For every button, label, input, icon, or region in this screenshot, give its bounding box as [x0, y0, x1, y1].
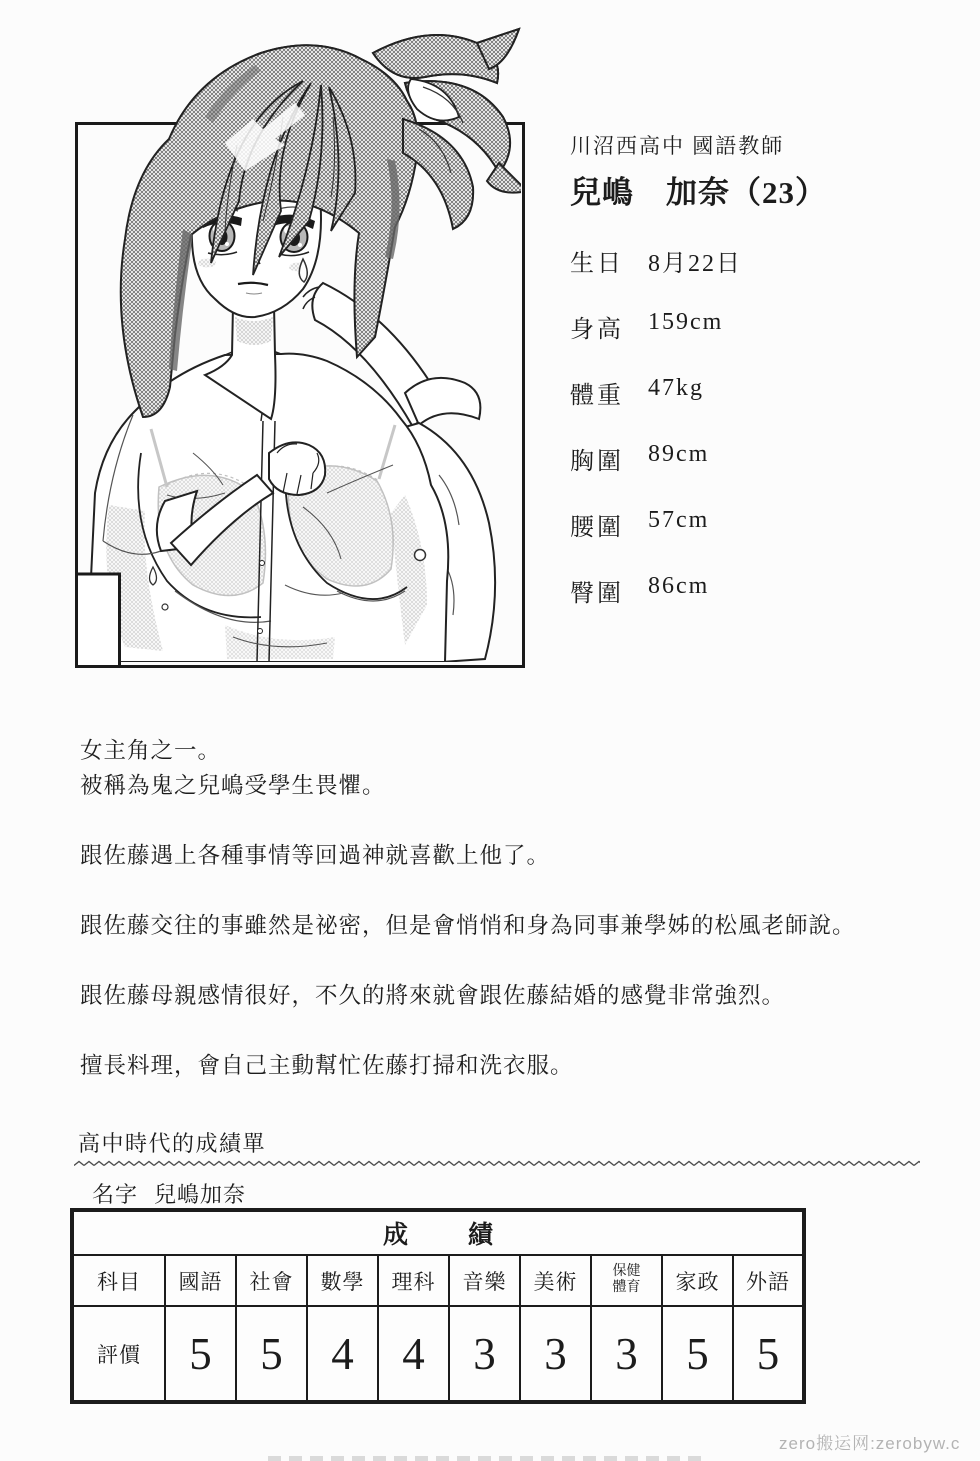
- stat-row-hip: [570, 573, 827, 639]
- watermark-text: zero搬运网:zerobyw.c: [779, 1434, 961, 1453]
- wavy-divider: [74, 1155, 920, 1173]
- subject-header: 家政: [662, 1255, 733, 1306]
- subject-header-health-pe: 保健體育: [612, 1264, 641, 1295]
- subject-header: 音樂: [449, 1255, 520, 1306]
- stat-label: 身高: [570, 317, 624, 343]
- stat-label: 生日: [570, 251, 624, 277]
- subject-header: 理科: [378, 1255, 449, 1306]
- grades-section-title: 高中時代的成績單: [78, 1131, 267, 1156]
- description-line: 跟佐藤遇上各種事情等回過神就喜歡上他了。: [80, 843, 551, 868]
- stat-list: [570, 243, 827, 639]
- score-cell: 5: [165, 1306, 236, 1402]
- name-label: 名字: [92, 1182, 139, 1207]
- score-cell: 5: [236, 1306, 307, 1402]
- character-name: 兒嶋 加奈（23）: [570, 175, 827, 210]
- subject-header: 社會: [236, 1255, 307, 1306]
- score-table-title-row: [72, 1210, 804, 1255]
- stat-row-waist: [570, 507, 827, 573]
- stat-value: 47kg: [648, 375, 704, 401]
- score-table-title: 成績: [72, 1210, 804, 1255]
- score-cell: 4: [307, 1306, 378, 1402]
- name-value: 兒嶋加奈: [154, 1182, 247, 1207]
- stat-value: 86cm: [648, 573, 710, 599]
- stat-row-bust: [570, 441, 827, 507]
- score-cell: 5: [733, 1306, 804, 1402]
- stat-value: 159cm: [648, 309, 724, 335]
- stat-label: 臀圍: [570, 581, 624, 607]
- frame-corner-notch: [77, 574, 120, 667]
- profile-info: [570, 130, 827, 639]
- score-cell: 5: [662, 1306, 733, 1402]
- stat-value: 57cm: [648, 507, 710, 533]
- subject-header: [591, 1255, 662, 1306]
- page-bottom-bleed: [268, 1456, 704, 1461]
- character-description: [80, 733, 950, 1083]
- stat-row-height: [570, 309, 827, 375]
- stat-label: 胸圍: [570, 449, 624, 475]
- description-line: 被稱為鬼之兒嶋受學生畏懼。: [80, 773, 386, 798]
- stat-value: 8月22日: [648, 251, 742, 277]
- description-line: 女主角之一。: [80, 738, 222, 763]
- subject-header: 外語: [733, 1255, 804, 1306]
- school-and-role-title: 川沼西高中 國語教師: [570, 134, 785, 158]
- score-cell: 3: [591, 1306, 662, 1402]
- score-cell: 3: [520, 1306, 591, 1402]
- score-table-value-row: [72, 1306, 804, 1402]
- stat-row-weight: [570, 375, 827, 441]
- subject-header: 美術: [520, 1255, 591, 1306]
- subject-header: 國語: [165, 1255, 236, 1306]
- subject-col-header: 科目: [72, 1255, 165, 1306]
- score-table-header-row: [72, 1255, 804, 1306]
- description-line: 擅長料理，會自己主動幫忙佐藤打掃和洗衣服。: [80, 1053, 574, 1078]
- stat-label: 腰圍: [570, 515, 624, 541]
- character-portrait-frame: [75, 25, 525, 670]
- grade-card-name-line: [92, 1178, 246, 1209]
- eval-row-header: 評價: [72, 1306, 165, 1402]
- score-cell: 3: [449, 1306, 520, 1402]
- subject-header: 數學: [307, 1255, 378, 1306]
- character-portrait-illustration: [75, 25, 525, 670]
- description-line: 跟佐藤母親感情很好，不久的將來就會跟佐藤結婚的感覺非常強烈。: [80, 983, 786, 1008]
- score-table: [70, 1208, 806, 1404]
- stat-value: 89cm: [648, 441, 710, 467]
- description-line: 跟佐藤交往的事雖然是祕密，但是會悄悄和身為同事兼學姊的松風老師說。: [80, 913, 856, 938]
- stat-label: 體重: [570, 383, 624, 409]
- score-cell: 4: [378, 1306, 449, 1402]
- stat-row-birthday: [570, 243, 827, 309]
